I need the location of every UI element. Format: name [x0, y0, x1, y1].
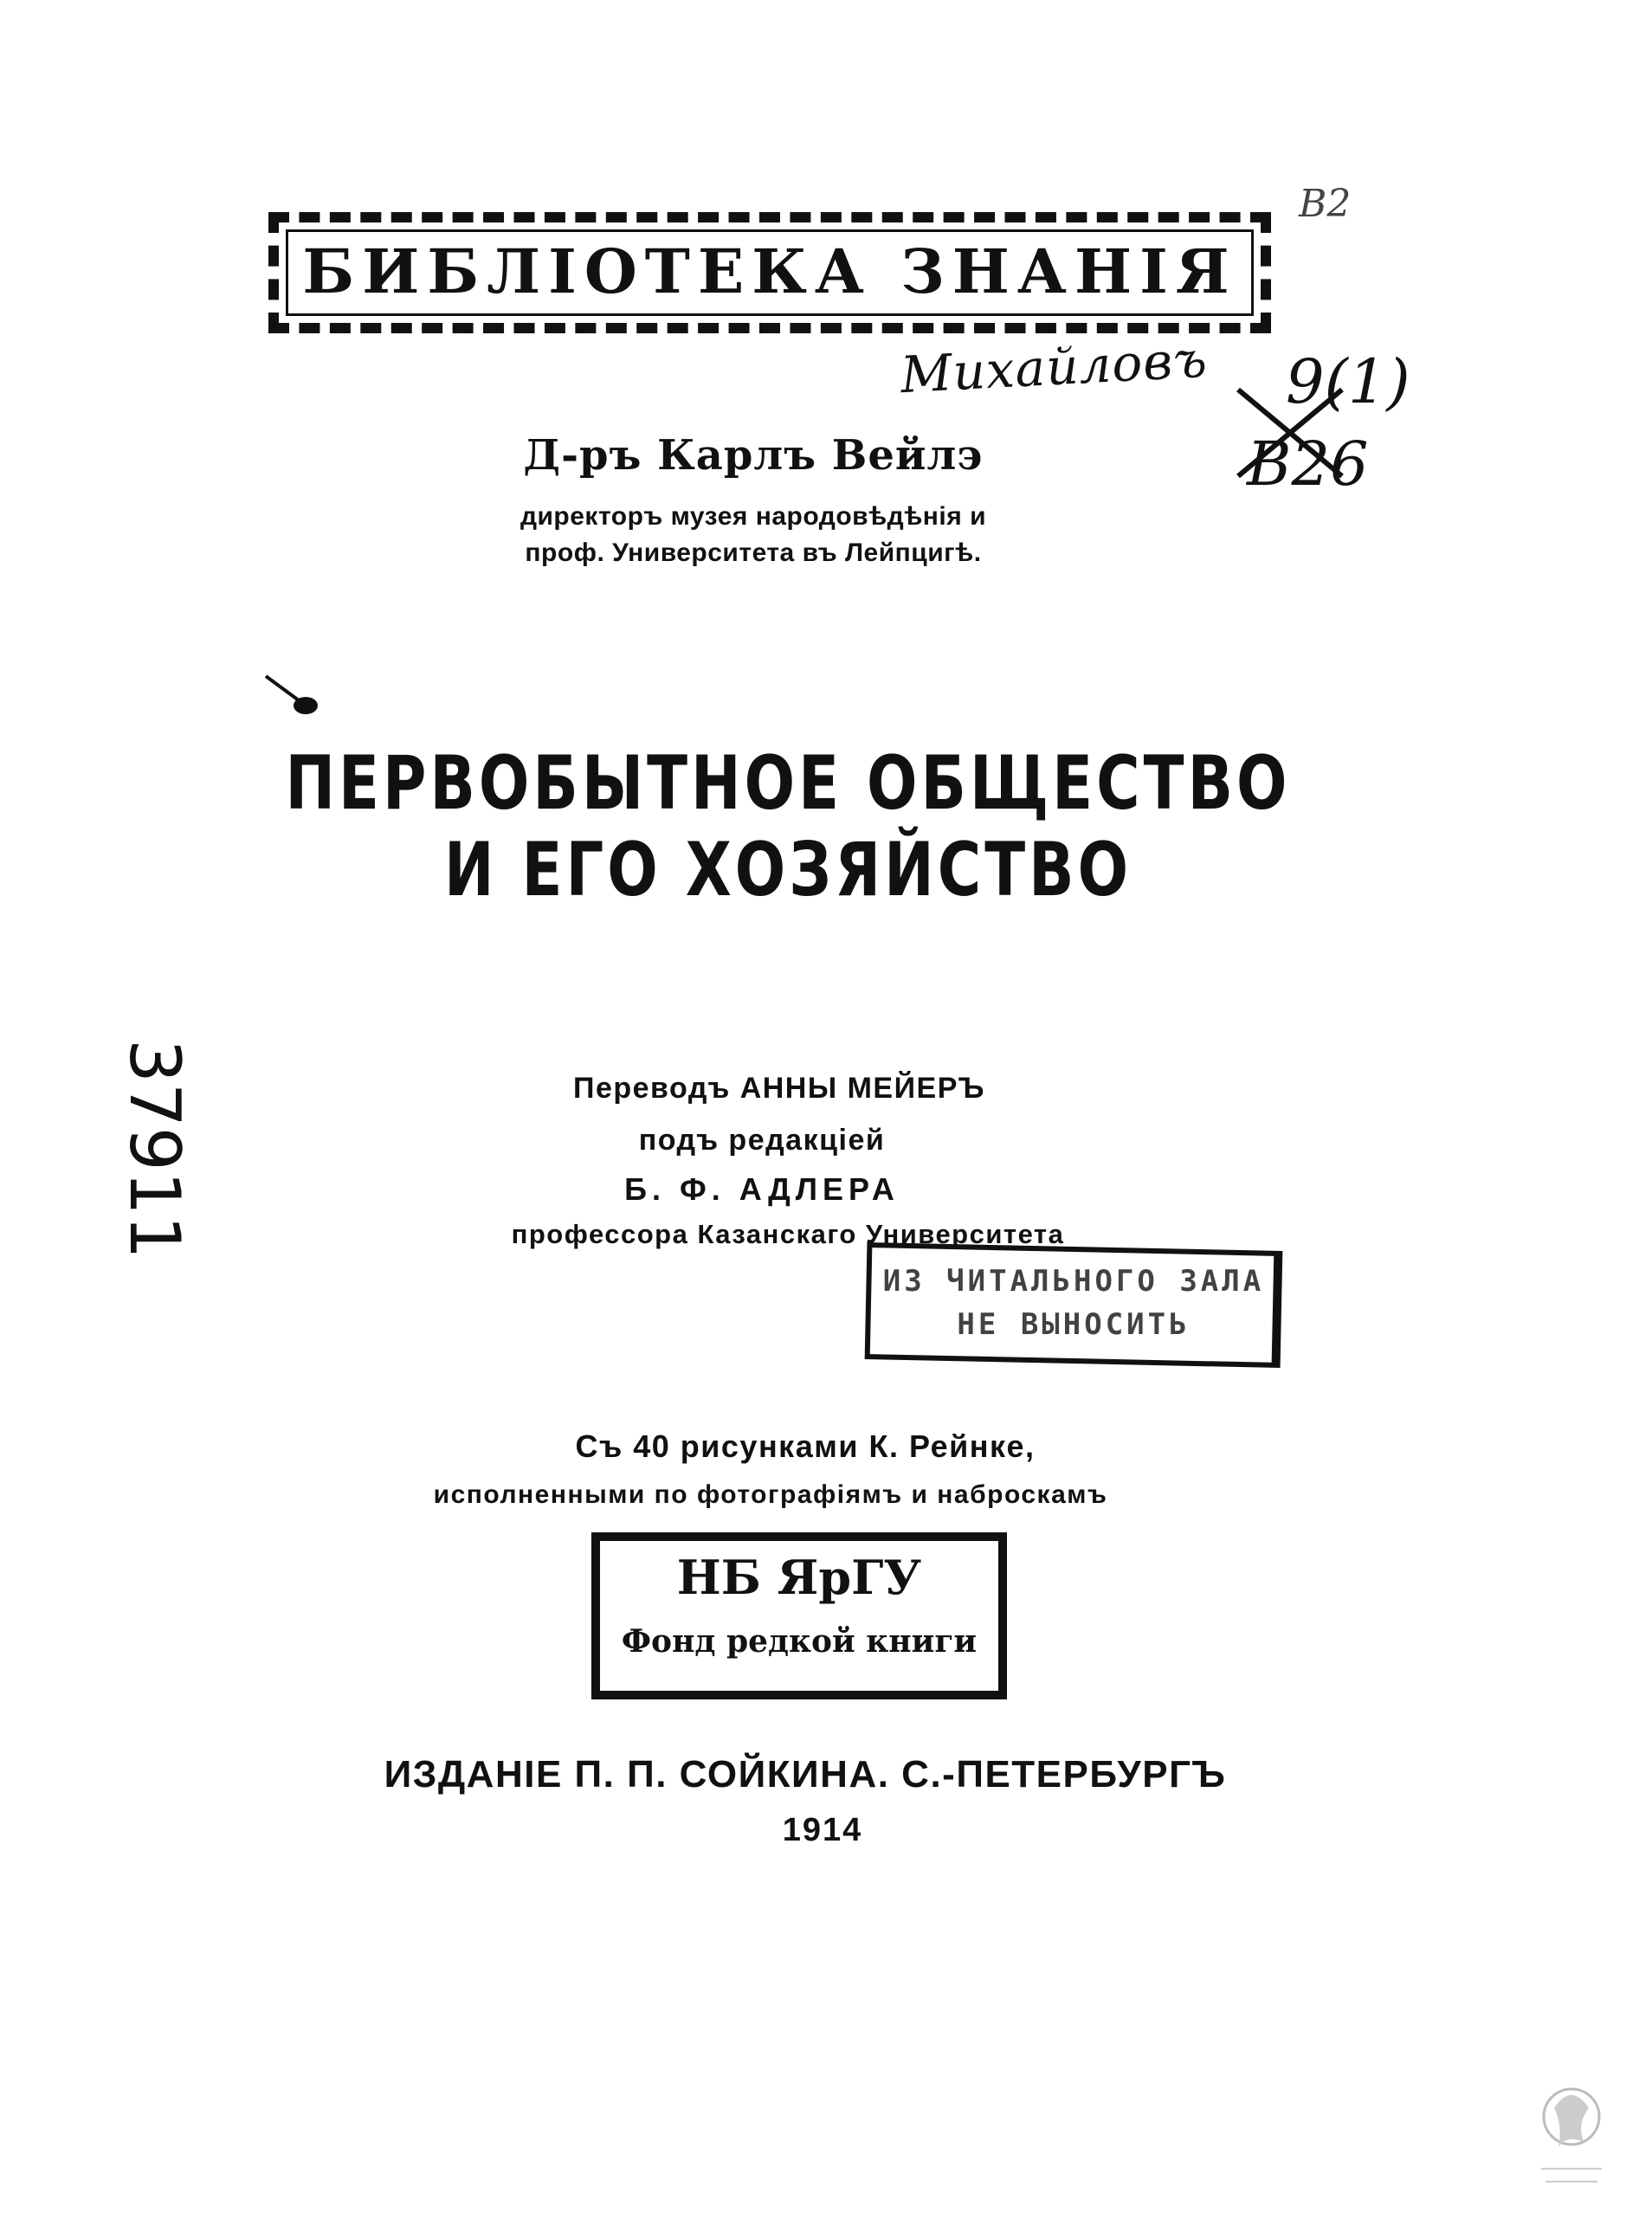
author-affiliation-line2: проф. Университета въ Лейпцигѣ.: [525, 538, 982, 567]
author-name: Д-ръ Карлъ Вейлэ: [523, 431, 984, 480]
illustrations-line1: Съ 40 рисунками К. Рейнке,: [575, 1428, 1036, 1464]
author-affiliation-line1: директоръ музея народовѣдѣнія и: [519, 502, 987, 531]
reading-room-stamp-line2: НЕ ВЫНОСИТЬ: [957, 1307, 1191, 1342]
library-stamp-line2: Фонд редкой книги: [621, 1623, 978, 1660]
editor-title: профессора Казанскаго Университета: [511, 1219, 1065, 1249]
editor-prefix: подъ редакціей: [638, 1124, 886, 1157]
shelfmark-cross-icon: [1229, 381, 1351, 485]
inventory-number: 37911: [114, 1039, 195, 1260]
shelfmark-line1: 9(1): [1286, 346, 1410, 417]
series-title: БИБЛIОТЕКА ЗНАНIЯ: [302, 235, 1237, 307]
reading-room-stamp-line1: ИЗ ЧИТАЛЬНОГО ЗАЛА: [882, 1264, 1265, 1299]
reading-room-stamp: [865, 1242, 1283, 1368]
owner-signature: Михайловъ: [899, 329, 1210, 405]
publication-year: 1914: [782, 1812, 863, 1848]
editor-name: Б. Ф. АДЛЕРА: [624, 1171, 900, 1207]
book-title-line1: ПЕРВОБЫТНОЕ ОБЩЕСТВО: [285, 740, 1291, 827]
publisher-line: ИЗДАНIЕ П. П. СОЙКИНА. С.-ПЕТЕРБУРГЪ: [384, 1753, 1227, 1796]
translator-line: Переводъ АННЫ МЕЙЕРЪ: [573, 1072, 985, 1105]
book-title-line2: И ЕГО ХОЗЯЙСТВО: [443, 827, 1133, 913]
library-stamp-line1: НБ ЯрГУ: [676, 1550, 922, 1605]
library-watermark-logo: [1524, 2073, 1619, 2203]
illustrations-line2: исполненными по фотографіямъ и наброскамъ: [433, 1480, 1108, 1509]
shelfmark-line2: В26: [1247, 429, 1369, 500]
corner-handwritten-mark: В2: [1299, 182, 1352, 226]
ink-scribble-icon: [264, 671, 325, 723]
